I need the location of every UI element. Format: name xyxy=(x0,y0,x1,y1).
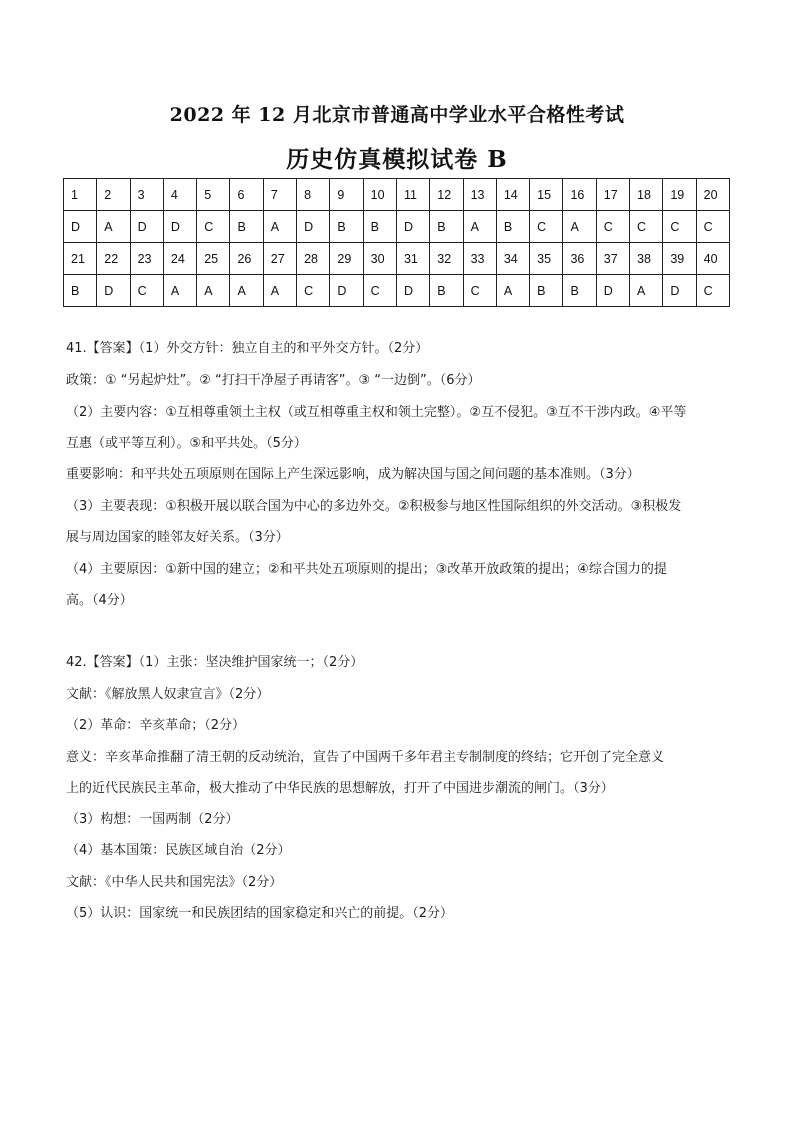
question-number-cell: 27 xyxy=(263,243,296,275)
question-number-cell: 30 xyxy=(363,243,396,275)
answer-cell: B xyxy=(530,275,563,307)
question-number-cell: 29 xyxy=(330,243,363,275)
answer-cell: C xyxy=(130,275,163,307)
answer-cell: A xyxy=(563,211,596,243)
question-number-cell: 3 xyxy=(130,179,163,211)
q41-line-4: 互惠（或平等互利）。⑤和平共处。（5分） xyxy=(66,436,307,451)
question-number-cell: 32 xyxy=(430,243,463,275)
answer-key-table xyxy=(63,178,730,307)
q41-line-7: 展与周边国家的睦邻友好关系。（3分） xyxy=(66,530,289,545)
q42-line-7: （4）基本国策：民族区域自治（2分） xyxy=(66,843,291,858)
answer-cell: D xyxy=(596,275,629,307)
question-number-cell: 31 xyxy=(396,243,429,275)
answer-cell: A xyxy=(463,211,496,243)
question-number-cell: 7 xyxy=(263,179,296,211)
answer-cell: A xyxy=(496,275,529,307)
answer-cell: C xyxy=(696,275,729,307)
answer-cell: C xyxy=(197,211,230,243)
question-number-cell: 24 xyxy=(163,243,196,275)
answer-key-body xyxy=(64,179,730,307)
question-number-cell: 22 xyxy=(97,243,130,275)
question-number-cell: 25 xyxy=(197,243,230,275)
answer-cell: B xyxy=(230,211,263,243)
answer-cell: A xyxy=(197,275,230,307)
answer-cell: A xyxy=(263,211,296,243)
answer-cell: A xyxy=(630,275,663,307)
question-number-cell: 9 xyxy=(330,179,363,211)
answer-cell: D xyxy=(297,211,330,243)
answer-cell: D xyxy=(64,211,97,243)
question-number-cell: 14 xyxy=(496,179,529,211)
answer-cell: C xyxy=(297,275,330,307)
question-number-cell: 2 xyxy=(97,179,130,211)
question-number-cell: 1 xyxy=(64,179,97,211)
q41-line-5: 重要影响：和平共处五项原则在国际上产生深远影响，成为解决国与国之间问题的基本准则。（3分） xyxy=(66,467,640,482)
question-number-cell: 20 xyxy=(696,179,729,211)
answer-cell: A xyxy=(263,275,296,307)
answer-cell: B xyxy=(496,211,529,243)
q42-line-5: 上的近代民族民主革命，极大推动了中华民族的思想解放，打开了中国进步潮流的闸门。（3分） xyxy=(66,781,614,796)
q41-line-3: （2）主要内容：①互相尊重领土主权（或互相尊重主权和领土完整）。②互不侵犯。③互不干涉内政。④平等 xyxy=(66,405,687,420)
question-number-cell: 11 xyxy=(396,179,429,211)
question-number-cell: 13 xyxy=(463,179,496,211)
question-number-cell: 4 xyxy=(163,179,196,211)
answer-cell: D xyxy=(330,275,363,307)
q41-line-6: （3）主要表现：①积极开展以联合国为中心的多边外交。②积极参与地区性国际组织的外交活动。③积极发 xyxy=(66,499,682,514)
question-number-cell: 39 xyxy=(663,243,696,275)
question-number-cell: 37 xyxy=(596,243,629,275)
question-number-cell: 21 xyxy=(64,243,97,275)
question-number-cell: 8 xyxy=(297,179,330,211)
question-number-cell: 40 xyxy=(696,243,729,275)
answer-cell: C xyxy=(663,211,696,243)
answers-row xyxy=(64,211,730,243)
question-numbers-row xyxy=(64,179,730,211)
answer-cell: C xyxy=(696,211,729,243)
exam-subtitle: 历史仿真模拟试卷 B xyxy=(286,146,508,173)
answer-cell: B xyxy=(64,275,97,307)
question-number-cell: 34 xyxy=(496,243,529,275)
q42-line-2: 文献：《解放黑人奴隶宣言》（2分） xyxy=(66,687,270,702)
answer-cell: A xyxy=(163,275,196,307)
answer-cell: B xyxy=(430,211,463,243)
answer-cell: B xyxy=(563,275,596,307)
exam-title: 2022 年 12 月北京市普通高中学业水平合格性考试 xyxy=(169,104,625,126)
question-number-cell: 28 xyxy=(297,243,330,275)
q42-line-3: （2）革命：辛亥革命；（2分） xyxy=(66,718,246,733)
q42-line-8: 文献：《中华人民共和国宪法》（2分） xyxy=(66,875,283,890)
question-number-cell: 26 xyxy=(230,243,263,275)
answer-cell: C xyxy=(530,211,563,243)
answer-cell: A xyxy=(97,211,130,243)
answer-cell: D xyxy=(97,275,130,307)
answer-cell: D xyxy=(396,275,429,307)
question-number-cell: 23 xyxy=(130,243,163,275)
q42-line-6: （3）构想：一国两制（2分） xyxy=(66,812,239,827)
question-number-cell: 38 xyxy=(630,243,663,275)
q42-line-1: 42.【答案】（1）主张：坚决维护国家统一；（2分） xyxy=(66,655,364,670)
answer-cell: B xyxy=(430,275,463,307)
question-number-cell: 10 xyxy=(363,179,396,211)
question-number-cell: 15 xyxy=(530,179,563,211)
question-numbers-row xyxy=(64,243,730,275)
q41-line-2: 政策：① “另起炉灶”。② “打扫干净屋子再请客”。③ “一边倒”。（6分） xyxy=(66,373,481,388)
q42-line-4: 意义：辛亥革命推翻了清王朝的反动统治，宣告了中国两千多年君主专制制度的终结；它开创了完全意义 xyxy=(66,750,665,765)
question-number-cell: 17 xyxy=(596,179,629,211)
answer-cell: D xyxy=(163,211,196,243)
answer-cell: D xyxy=(663,275,696,307)
answers-row xyxy=(64,275,730,307)
answer-cell: C xyxy=(363,275,396,307)
answer-cell: C xyxy=(596,211,629,243)
question-number-cell: 36 xyxy=(563,243,596,275)
q41-line-1: 41.【答案】（1）外交方针：独立自主的和平外交方针。（2分） xyxy=(66,341,429,356)
question-number-cell: 5 xyxy=(197,179,230,211)
question-number-cell: 33 xyxy=(463,243,496,275)
answer-cell: A xyxy=(230,275,263,307)
question-number-cell: 12 xyxy=(430,179,463,211)
answer-cell: C xyxy=(630,211,663,243)
answer-cell: C xyxy=(463,275,496,307)
question-number-cell: 16 xyxy=(563,179,596,211)
q42-line-9: （5）认识：国家统一和民族团结的国家稳定和兴亡的前提。（2分） xyxy=(66,906,454,921)
question-number-cell: 19 xyxy=(663,179,696,211)
q41-line-8: （4）主要原因：①新中国的建立；②和平共处五项原则的提出；③改革开放政策的提出；④综合国力的提 xyxy=(66,562,667,577)
answer-cell: B xyxy=(363,211,396,243)
answer-cell: D xyxy=(130,211,163,243)
question-number-cell: 35 xyxy=(530,243,563,275)
answer-cell: D xyxy=(396,211,429,243)
answer-cell: B xyxy=(330,211,363,243)
question-number-cell: 18 xyxy=(630,179,663,211)
q41-line-9: 高。（4分） xyxy=(66,593,133,608)
question-number-cell: 6 xyxy=(230,179,263,211)
